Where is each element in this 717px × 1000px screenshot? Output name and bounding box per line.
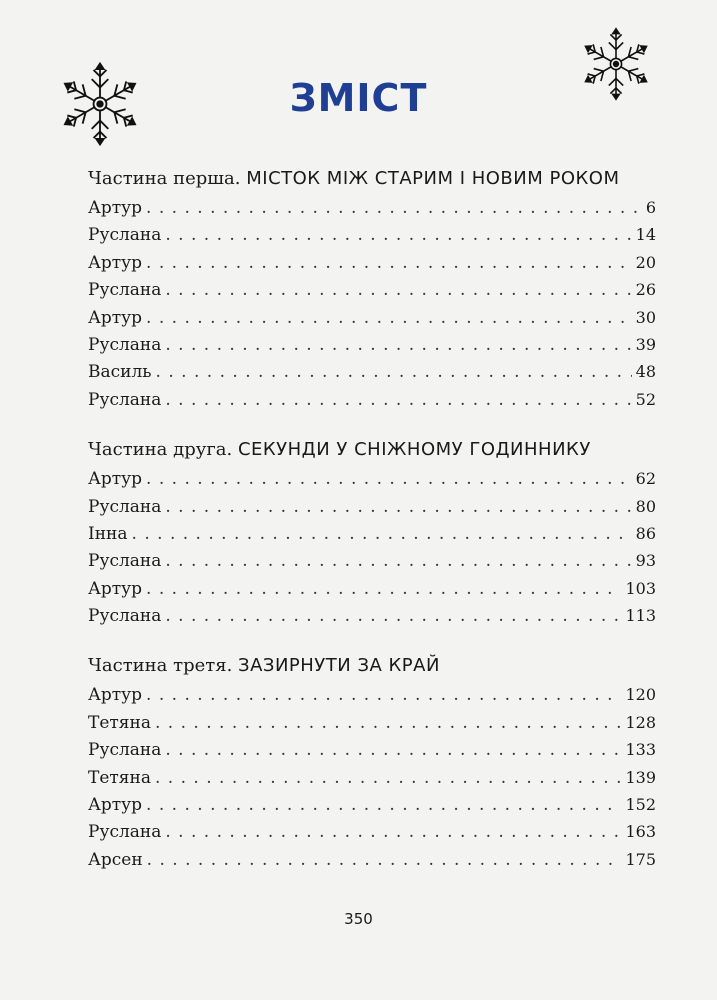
- entry-page: 93: [635, 551, 656, 571]
- toc-entry: [88, 764, 656, 791]
- entry-page: 26: [635, 280, 656, 300]
- part-label: Частина перша.: [88, 168, 241, 189]
- dot-leader: [132, 521, 632, 548]
- entry-name: Руслана: [88, 225, 162, 246]
- entry-name: Артур: [88, 252, 143, 273]
- toc-entry: [88, 194, 656, 221]
- part-heading: [88, 435, 656, 465]
- part-heading: [88, 651, 656, 681]
- entry-name: Руслана: [88, 740, 162, 761]
- toc-entry: [88, 846, 656, 873]
- entry-page: 39: [635, 334, 656, 354]
- dot-leader: [146, 792, 621, 819]
- entry-page: 128: [625, 712, 656, 732]
- dot-leader: [165, 387, 631, 414]
- toc-entry: [88, 709, 656, 736]
- entry-page: 30: [635, 307, 656, 327]
- entry-page: 113: [625, 606, 656, 626]
- page-title: ЗМІСТ: [289, 76, 428, 120]
- entry-page: 6: [645, 198, 656, 217]
- toc-entry: [88, 331, 656, 358]
- entry-name: Інна: [88, 523, 128, 544]
- dot-leader: [165, 819, 621, 846]
- dot-leader: [146, 576, 621, 603]
- dot-leader: [146, 195, 642, 222]
- part-label: Частина друга.: [88, 439, 233, 461]
- entry-name: Руслана: [88, 551, 162, 572]
- dot-leader: [165, 222, 631, 249]
- entry-page: 175: [625, 849, 656, 869]
- entry-name: Руслана: [88, 334, 162, 355]
- part-title: СЕКУНДИ У СНІЖНОМУ ГОДИННИКУ: [237, 439, 591, 461]
- toc-entry: [88, 249, 656, 276]
- page-number: 350: [344, 910, 373, 928]
- entry-page: 48: [635, 362, 656, 382]
- entry-page: 133: [625, 740, 656, 760]
- dot-leader: [165, 603, 621, 630]
- entry-page: 139: [625, 767, 656, 787]
- dot-leader: [165, 332, 631, 359]
- entry-name: Артур: [88, 198, 143, 218]
- dot-leader: [165, 277, 631, 304]
- entry-name: Артур: [88, 685, 143, 706]
- toc-entry: [88, 520, 656, 547]
- table-of-contents: [88, 164, 656, 873]
- toc-entry: [88, 736, 656, 763]
- dot-leader: [146, 305, 632, 332]
- toc-entry: [88, 358, 656, 385]
- entry-page: 103: [625, 578, 656, 598]
- entry-name: Руслана: [88, 822, 162, 843]
- dot-leader: [146, 466, 632, 493]
- toc-entry: [88, 681, 656, 708]
- entry-page: 163: [625, 822, 656, 842]
- dot-leader: [155, 765, 621, 792]
- dot-leader: [155, 710, 621, 737]
- part-title: ЗАЗИРНУТИ ЗА КРАЙ: [238, 655, 440, 677]
- dot-leader: [146, 682, 621, 709]
- entry-name: Руслана: [88, 496, 162, 517]
- toc-entry: [88, 221, 656, 248]
- entry-name: Тетяна: [88, 712, 151, 733]
- entry-name: Тетяна: [88, 767, 151, 788]
- dot-leader: [156, 359, 632, 386]
- entry-name: Артур: [88, 307, 143, 328]
- entry-page: 152: [625, 795, 656, 815]
- entry-page: 80: [635, 496, 656, 516]
- dot-leader: [147, 847, 622, 874]
- entry-page: 120: [625, 685, 656, 705]
- entry-page: 52: [635, 389, 656, 409]
- dot-leader: [165, 548, 631, 575]
- toc-entry: [88, 386, 656, 413]
- toc-entry: [88, 818, 656, 845]
- entry-page: 62: [635, 469, 656, 489]
- entry-name: Руслана: [88, 606, 162, 627]
- entry-name: Артур: [88, 795, 143, 816]
- entry-page: 14: [635, 225, 656, 245]
- entry-name: Руслана: [88, 280, 162, 301]
- toc-entry: [88, 276, 656, 303]
- entry-name: Артур: [88, 578, 143, 599]
- toc-entry: [88, 304, 656, 331]
- toc-entry: [88, 791, 656, 818]
- dot-leader: [146, 250, 632, 277]
- entry-name: Василь: [88, 362, 152, 383]
- toc-entry: [88, 575, 656, 602]
- toc-entry: [88, 602, 656, 629]
- dot-leader: [165, 494, 631, 521]
- entry-name: Артур: [88, 469, 143, 490]
- entry-page: 20: [635, 252, 656, 272]
- toc-entry: [88, 493, 656, 520]
- part-heading: [88, 164, 656, 194]
- entry-page: 86: [635, 523, 656, 543]
- dot-leader: [165, 737, 621, 764]
- part-title: МІСТОК МІЖ СТАРИМ І НОВИМ РОКОМ: [246, 168, 620, 189]
- part-label: Частина третя.: [88, 655, 233, 677]
- toc-entry: [88, 465, 656, 492]
- toc-entry: [88, 547, 656, 574]
- entry-name: Руслана: [88, 389, 162, 410]
- entry-name: Арсен: [88, 849, 143, 870]
